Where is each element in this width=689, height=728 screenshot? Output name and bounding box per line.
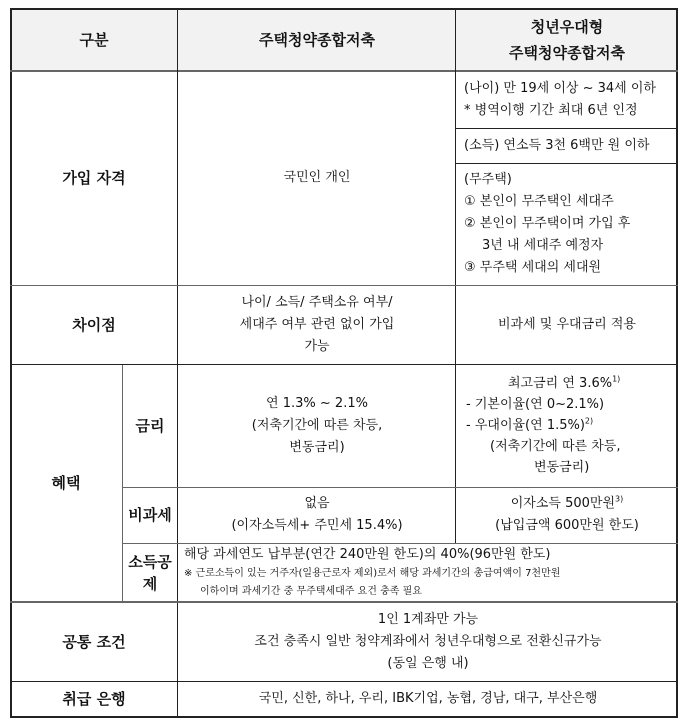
col-divider-2 [455, 8, 456, 543]
benefits-label: 혜택 [51, 474, 81, 492]
row-label-banks [10, 681, 178, 717]
row-divider-interest [122, 487, 678, 488]
row-label-common [10, 602, 178, 681]
banks-label: 취급 은행 [62, 690, 126, 708]
footnote-2: 2) [584, 416, 594, 426]
eligibility-age [456, 71, 678, 128]
deduction-main: 해당 과세연도 납부분(연간 240만원 한도)의 40%(96만원 한도) [184, 546, 551, 562]
footnote-1: 1) [612, 374, 621, 384]
header-youth-line2: 주택청약종합저축 [509, 43, 625, 62]
difference-label: 차이점 [72, 315, 116, 334]
header-category-label: 구분 [79, 30, 109, 49]
interest-youth-line4: (저축기간에 따른 차등, [490, 439, 621, 454]
eligibility-label: 가입 자격 [62, 169, 126, 187]
income-housing-divider [456, 163, 678, 164]
difference-standard-line2: 세대주 여부 관련 없이 가입 [239, 316, 395, 332]
row-divider-common [10, 681, 678, 682]
deduction-note-line1: ※ 근로소득이 있는 거주자(일용근로자 제외)로서 해당 과세기간의 총급여액이 7천만원 [184, 567, 561, 579]
border-left [10, 8, 12, 718]
row-divider-benefits [10, 601, 678, 603]
sub-label-tax-free [122, 487, 178, 543]
interest-youth-line2: - 기본이율(연 0~2.1%) [466, 397, 605, 412]
tax-free-youth [456, 487, 678, 543]
tax-free-standard [178, 487, 456, 543]
sub-col-divider [122, 364, 123, 602]
eligibility-housing [456, 163, 678, 285]
row-divider-difference [10, 364, 678, 365]
col-divider-1 [177, 8, 178, 602]
banks-list: 국민, 신한, 하나, 우리, IBK기업, 농협, 경남, 대구, 부산은행 [258, 691, 598, 706]
difference-standard [178, 285, 456, 364]
header-category [10, 8, 178, 71]
eligibility-standard [178, 71, 456, 285]
interest-standard [178, 364, 456, 487]
eligibility-standard-text: 국민인 개인 [283, 170, 351, 185]
age-line1: (나이) 만 19세 이상 ~ 34세 이하 [464, 80, 656, 96]
header-standard [178, 8, 456, 71]
age-income-divider [456, 128, 678, 129]
interest-standard-line3: 변동금리) [289, 439, 345, 455]
border-right [676, 8, 678, 718]
interest-label: 금리 [135, 416, 165, 435]
deduction-content [178, 543, 678, 602]
header-standard-label: 주택청약종합저축 [259, 30, 375, 49]
row-divider-taxfree [122, 543, 678, 544]
difference-standard-line3: 가능 [304, 338, 330, 354]
banks-content [178, 681, 678, 717]
footnote-3: 3) [615, 494, 624, 504]
sub-label-interest [122, 364, 178, 487]
common-line2: 조건 충족시 일반 청약계좌에서 청년우대형으로 전환신규가능 [254, 633, 602, 649]
header-youth-line1: 청년우대형 [530, 17, 604, 36]
housing-item-1: ① 본인이 무주택인 세대주 [464, 194, 614, 209]
sub-label-deduction [122, 543, 178, 602]
interest-youth [456, 364, 678, 487]
row-label-eligibility [10, 71, 178, 285]
housing-item-2: ② 본인이 무주택이며 가입 후 [464, 216, 631, 231]
housing-item-3: ③ 무주택 세대의 세대원 [464, 260, 602, 275]
tax-free-standard-line1: 없음 [304, 496, 330, 511]
housing-title: (무주택) [464, 172, 512, 187]
eligibility-income [456, 128, 678, 163]
difference-standard-line1: 나이/ 소득/ 주택소유 여부/ [241, 294, 393, 310]
interest-standard-line1: 연 1.3% ~ 2.1% [266, 395, 368, 411]
border-bottom [10, 716, 678, 718]
age-line2: * 병역이행 기간 최대 6년 인정 [464, 102, 638, 118]
common-content [178, 602, 678, 681]
tax-free-label: 비과세 [128, 506, 172, 524]
border-top [10, 8, 678, 10]
row-divider-eligibility [10, 285, 678, 286]
row-label-benefits [10, 364, 122, 602]
tax-free-youth-line2: (납입금액 600만원 한도) [495, 518, 639, 533]
interest-youth-line5: 변동금리) [534, 460, 590, 475]
housing-item-2-cont: 3년 내 세대주 예정자 [482, 238, 604, 253]
preferential-rate-text: - 우대이율(연 1.5%) [466, 418, 585, 433]
interest-standard-line2: (저축기간에 따른 차등, [251, 417, 383, 433]
common-label: 공통 조건 [62, 632, 126, 651]
col-divider-1-bottom [177, 602, 178, 717]
interest-income-text: 이자소득 500만원 [510, 496, 616, 511]
interest-youth-line1 [466, 373, 620, 394]
deduction-label: 소득공제 [128, 552, 172, 593]
row-label-difference [10, 285, 178, 364]
tax-free-standard-line2: (이자소득세+ 주민세 15.4%) [231, 518, 403, 533]
difference-youth-text: 비과세 및 우대금리 적용 [498, 316, 636, 332]
header-youth [456, 8, 678, 71]
deduction-note-line2: 이하이며 과세기간 중 무주택세대주 요건 충족 필요 [200, 585, 422, 597]
header-divider [10, 70, 678, 72]
interest-youth-line3 [466, 415, 593, 436]
max-rate-text: 최고금리 연 3.6% [508, 376, 613, 391]
common-line1: 1인 1계좌만 가능 [377, 611, 479, 627]
tax-free-youth-line1 [511, 493, 624, 515]
difference-youth [456, 285, 678, 364]
income-text: (소득) 연소득 3천 6백만 원 이하 [464, 137, 650, 153]
common-line3: (동일 은행 내) [387, 655, 469, 671]
